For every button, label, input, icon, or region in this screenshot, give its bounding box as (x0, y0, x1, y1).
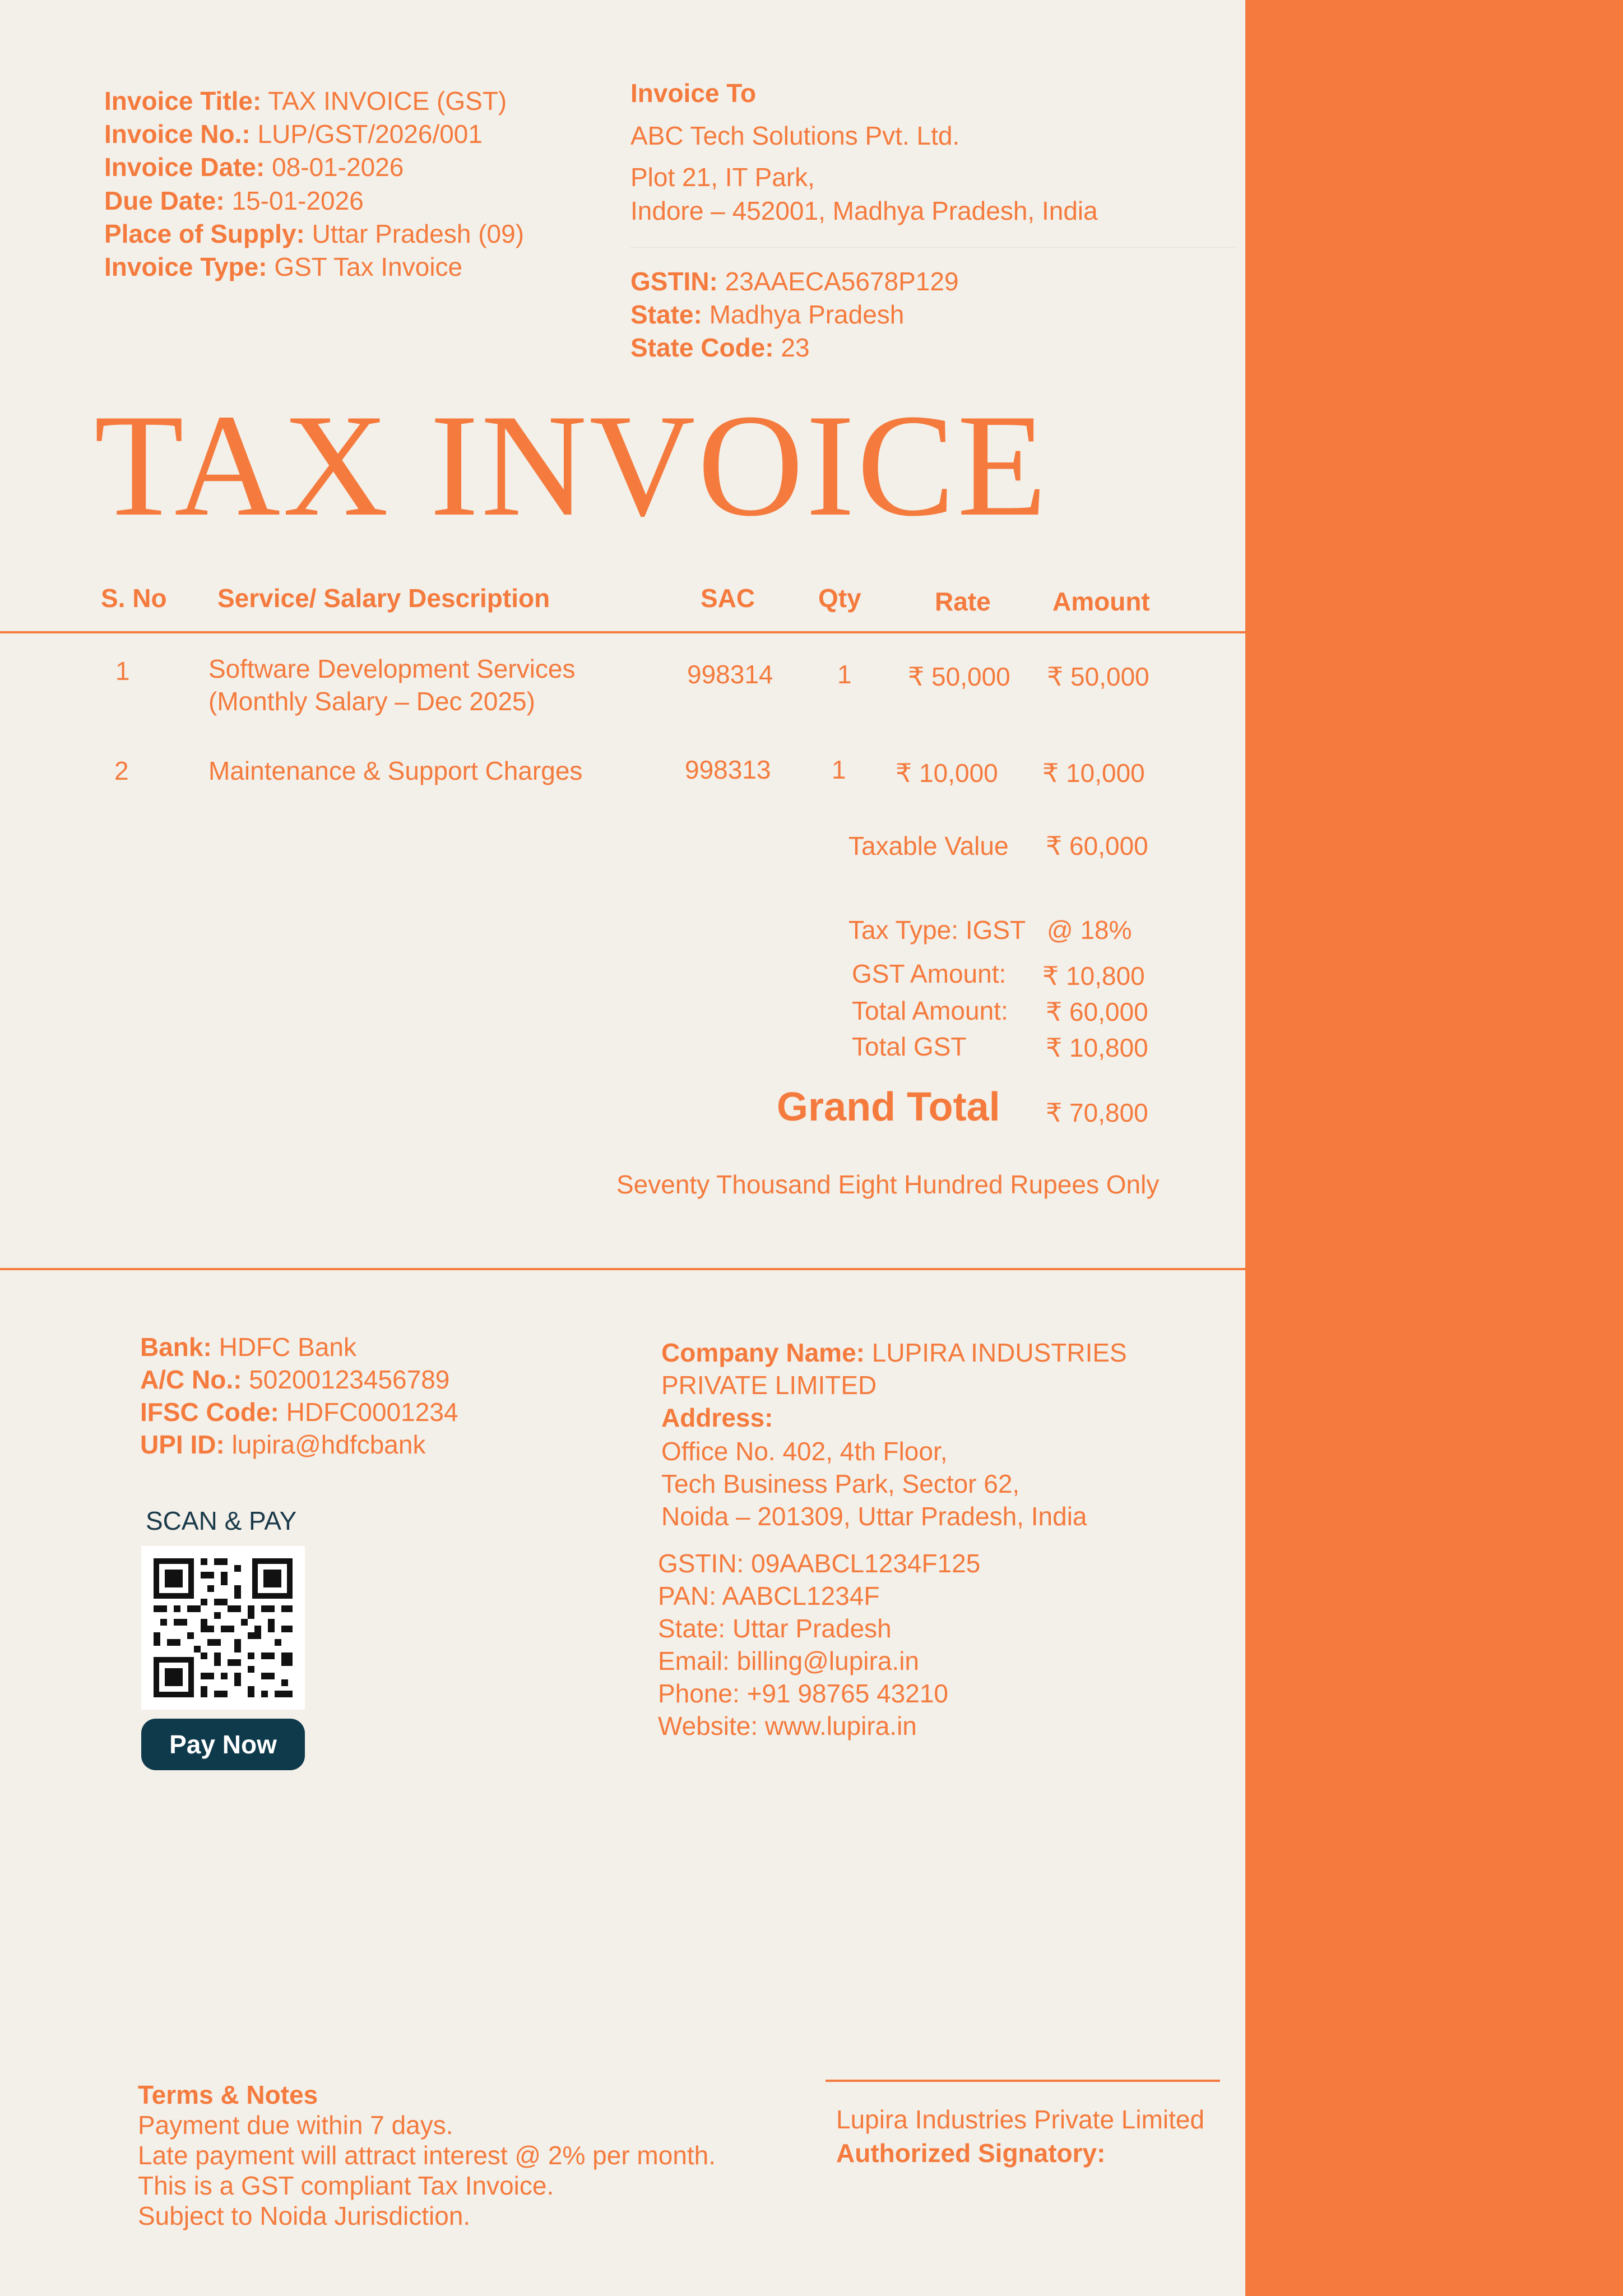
terms-line: Subject to Noida Jurisdiction. (138, 2201, 471, 2230)
client-address-line-1: Plot 21, IT Park, (630, 163, 815, 192)
row-sno: 1 (115, 656, 130, 686)
authorized-signatory-label: Authorized Signatory: (836, 2138, 1106, 2168)
company-address-line-3: Noida – 201309, Uttar Pradesh, India (661, 1502, 1087, 1531)
side-color-band (1245, 0, 1623, 2296)
company-website: Website: www.lupira.in (658, 1711, 917, 1740)
taxable-value-label: Taxable Value (848, 831, 1009, 860)
client-company-name: ABC Tech Solutions Pvt. Ltd. (630, 121, 960, 150)
account-number-row (140, 1363, 449, 1396)
row-qty: 1 (837, 660, 852, 689)
company-gstin: GSTIN: 09AABCL1234F125 (658, 1549, 981, 1578)
client-state-code-row (630, 331, 810, 364)
invoice-date-value: 08-01-2026 (272, 152, 404, 182)
invoice-number-value: LUP/GST/2026/001 (257, 119, 483, 149)
row-amount: ₹ 50,000 (1047, 662, 1149, 691)
amount-in-words: Seventy Thousand Eight Hundred Rupees Only (616, 1170, 1160, 1199)
client-state-value: Madhya Pradesh (709, 300, 905, 329)
column-header-rate: Rate (935, 587, 991, 616)
company-email: Email: billing@lupira.in (658, 1646, 919, 1675)
ifsc-value: HDFC0001234 (286, 1397, 458, 1427)
upi-id-label: UPI ID: (140, 1430, 225, 1459)
invoice-title-value: TAX INVOICE (GST) (268, 86, 507, 115)
client-gstin-value: 23AAECA5678P129 (725, 267, 959, 296)
row-sac: 998313 (685, 755, 771, 784)
row-description-line-1: Software Development Services (208, 654, 576, 683)
total-amount-value: ₹ 60,000 (1046, 997, 1148, 1026)
total-gst-value: ₹ 10,800 (1046, 1033, 1148, 1062)
scan-and-pay-label: SCAN & PAY (146, 1506, 297, 1535)
terms-line: This is a GST compliant Tax Invoice. (138, 2171, 554, 2200)
ifsc-label: IFSC Code: (140, 1397, 279, 1427)
column-header-description: Service/ Salary Description (217, 584, 550, 613)
client-state-label: State: (630, 300, 702, 329)
invoice-title-row (104, 84, 507, 118)
row-description-line-1: Maintenance & Support Charges (208, 756, 583, 785)
place-of-supply-value: Uttar Pradesh (09) (312, 219, 525, 248)
row-amount: ₹ 10,000 (1042, 758, 1145, 788)
tax-type-label: Tax Type: IGST (848, 915, 1026, 945)
due-date-label: Due Date: (104, 186, 225, 215)
due-date-value: 15-01-2026 (231, 186, 364, 215)
company-state: State: Uttar Pradesh (658, 1614, 892, 1643)
page-title: TAX INVOICE (94, 384, 1049, 547)
ifsc-row (140, 1396, 458, 1428)
place-of-supply-label: Place of Supply: (104, 219, 305, 248)
column-header-sac: SAC (701, 584, 755, 613)
gst-amount-value: ₹ 10,800 (1042, 961, 1145, 990)
client-gstin-row (630, 265, 959, 298)
total-amount-label: Total Amount: (852, 996, 1008, 1025)
tax-rate-value: @ 18% (1047, 915, 1132, 945)
place-of-supply-row (104, 217, 524, 251)
row-sno: 2 (114, 756, 129, 785)
table-header-divider (0, 631, 1245, 633)
invoice-number-label: Invoice No.: (104, 119, 251, 149)
qr-code[interactable] (141, 1546, 305, 1710)
terms-line: Payment due within 7 days. (138, 2110, 453, 2140)
row-rate: ₹ 50,000 (908, 662, 1010, 691)
bank-name-row (140, 1331, 356, 1363)
client-state-row (630, 298, 904, 331)
column-header-sno: S. No (101, 584, 167, 613)
account-number-label: A/C No.: (140, 1365, 242, 1394)
bank-name-label: Bank: (140, 1332, 212, 1362)
company-name-value-line-2: PRIVATE LIMITED (661, 1371, 877, 1400)
company-pan: PAN: AABCL1234F (658, 1581, 880, 1610)
column-header-qty: Qty (818, 584, 861, 613)
company-address-line-1: Office No. 402, 4th Floor, (661, 1437, 948, 1466)
total-gst-label: Total GST (852, 1032, 967, 1061)
row-description-line-2: (Monthly Salary – Dec 2025) (208, 687, 535, 716)
terms-line: Late payment will attract interest @ 2% per month. (138, 2141, 716, 2170)
account-number-value: 50200123456789 (249, 1365, 450, 1394)
grand-total-value: ₹ 70,800 (1046, 1098, 1148, 1127)
invoice-date-row (104, 150, 404, 184)
gst-amount-label: GST Amount: (852, 959, 1007, 988)
column-header-amount: Amount (1052, 587, 1150, 616)
company-address-line-2: Tech Business Park, Sector 62, (661, 1469, 1020, 1498)
client-address-line-2: Indore – 452001, Madhya Pradesh, India (630, 196, 1098, 225)
company-name-value-line-1: LUPIRA INDUSTRIES (871, 1338, 1127, 1367)
company-name-row (661, 1336, 1127, 1369)
pay-now-button[interactable]: Pay Now (141, 1719, 305, 1770)
bank-name-value: HDFC Bank (219, 1332, 356, 1362)
invoice-type-row (104, 250, 462, 284)
upi-id-value: lupira@hdfcbank (231, 1430, 426, 1459)
company-name-label: Company Name: (661, 1338, 865, 1367)
signatory-company: Lupira Industries Private Limited (836, 2105, 1205, 2134)
row-rate: ₹ 10,000 (896, 758, 998, 788)
qr-code-icon (141, 1546, 305, 1710)
taxable-value: ₹ 60,000 (1046, 831, 1148, 860)
client-gstin-label: GSTIN: (630, 267, 718, 296)
row-qty: 1 (832, 755, 846, 784)
signature-line (826, 2080, 1220, 2082)
invoice-number-row (104, 117, 483, 151)
upi-id-row (140, 1428, 425, 1461)
row-sac: 998314 (687, 660, 773, 689)
section-divider (0, 1268, 1245, 1270)
company-address-label: Address: (661, 1403, 773, 1432)
due-date-row (104, 184, 364, 217)
invoice-type-value: GST Tax Invoice (274, 252, 463, 281)
invoice-type-label: Invoice Type: (104, 252, 267, 281)
company-phone: Phone: +91 98765 43210 (658, 1679, 948, 1708)
invoice-title-label: Invoice Title: (104, 86, 262, 115)
invoice-to-heading: Invoice To (630, 78, 757, 108)
grand-total-label: Grand Total (777, 1085, 1000, 1130)
terms-heading: Terms & Notes (138, 2080, 318, 2109)
client-state-code-label: State Code: (630, 333, 774, 362)
client-divider (630, 247, 1236, 248)
client-state-code-value: 23 (781, 333, 810, 362)
invoice-date-label: Invoice Date: (104, 152, 265, 182)
